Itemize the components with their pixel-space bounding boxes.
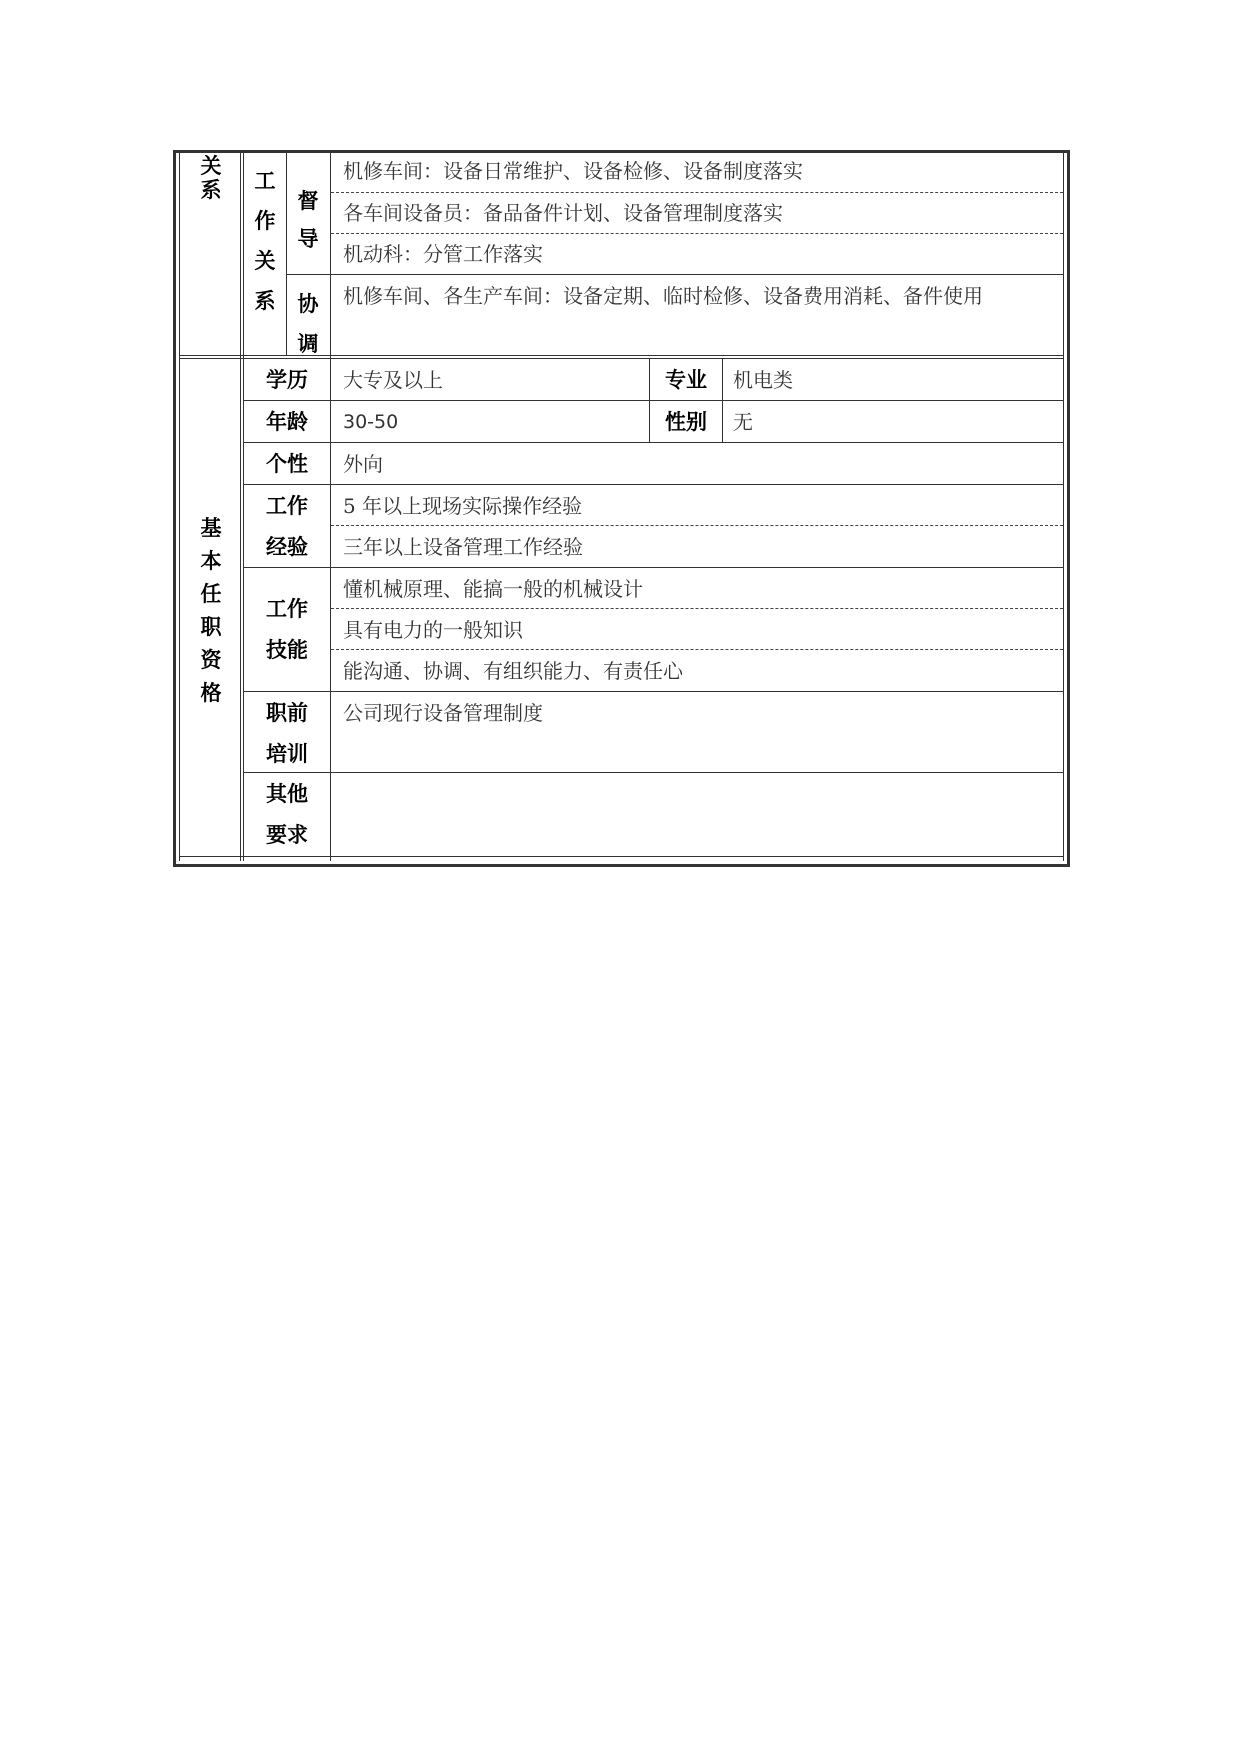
row-divider [244,400,1063,401]
grid-line [1063,150,1064,861]
supervise-label: 督导 [297,189,319,251]
row-divider [244,442,1063,443]
dashed-separator [331,525,1063,526]
other-label-line2: 要求 [266,823,308,847]
experience-label-line1: 工作 [266,494,308,518]
grid-line [722,359,723,443]
dashed-separator [331,608,1063,609]
grid-line [179,150,180,861]
section-title-relations: 关系 [200,154,222,202]
experience-item: 三年以上设备管理工作经验 [343,535,583,559]
personality-value: 外向 [343,452,383,476]
experience-item: 5 年以上现场实际操作经验 [343,494,583,518]
personality-label: 个性 [266,452,308,476]
row-divider [179,856,1063,857]
experience-label-line2: 经验 [266,535,308,559]
grid-line [330,150,331,861]
major-label: 专业 [665,368,707,392]
work-relations-label: 工作关系 [254,169,276,313]
supervise-item: 各车间设备员：备品备件计划、设备管理制度落实 [343,201,783,225]
training-label-line2: 培训 [266,742,308,766]
training-value: 公司现行设备管理制度 [343,701,543,725]
section-title-qualification: 基本任职资格 [200,516,222,705]
training-label-line1: 职前 [266,701,308,725]
skills-item: 具有电力的一般知识 [343,618,523,642]
grid-line [240,150,241,861]
skills-label-line1: 工作 [266,597,308,621]
supervise-item: 机修车间：设备日常维护、设备检修、设备制度落实 [343,159,803,183]
coordinate-label: 协调 [297,292,319,356]
education-label: 学历 [266,368,308,392]
age-label: 年龄 [266,410,308,434]
gender-label: 性别 [665,410,707,434]
supervise-item: 机动科：分管工作落实 [343,242,543,266]
skills-item: 能沟通、协调、有组织能力、有责任心 [343,659,683,683]
row-divider [244,772,1063,773]
row-divider [287,274,1063,275]
row-divider [244,567,1063,568]
skills-item: 懂机械原理、能搞一般的机械设计 [343,577,643,601]
row-divider [244,484,1063,485]
major-value: 机电类 [733,368,793,392]
education-value: 大专及以上 [343,368,443,392]
dashed-separator [331,233,1063,234]
row-divider [244,691,1063,692]
coordinate-item: 机修车间、各生产车间：设备定期、临时检修、设备费用消耗、备件使用 [343,284,983,308]
other-label-line1: 其他 [266,782,308,806]
dashed-separator [331,192,1063,193]
grid-line [286,150,287,355]
dashed-separator [331,649,1063,650]
age-value: 30-50 [343,411,399,433]
skills-label-line2: 技能 [266,638,308,662]
gender-value: 无 [733,410,753,434]
